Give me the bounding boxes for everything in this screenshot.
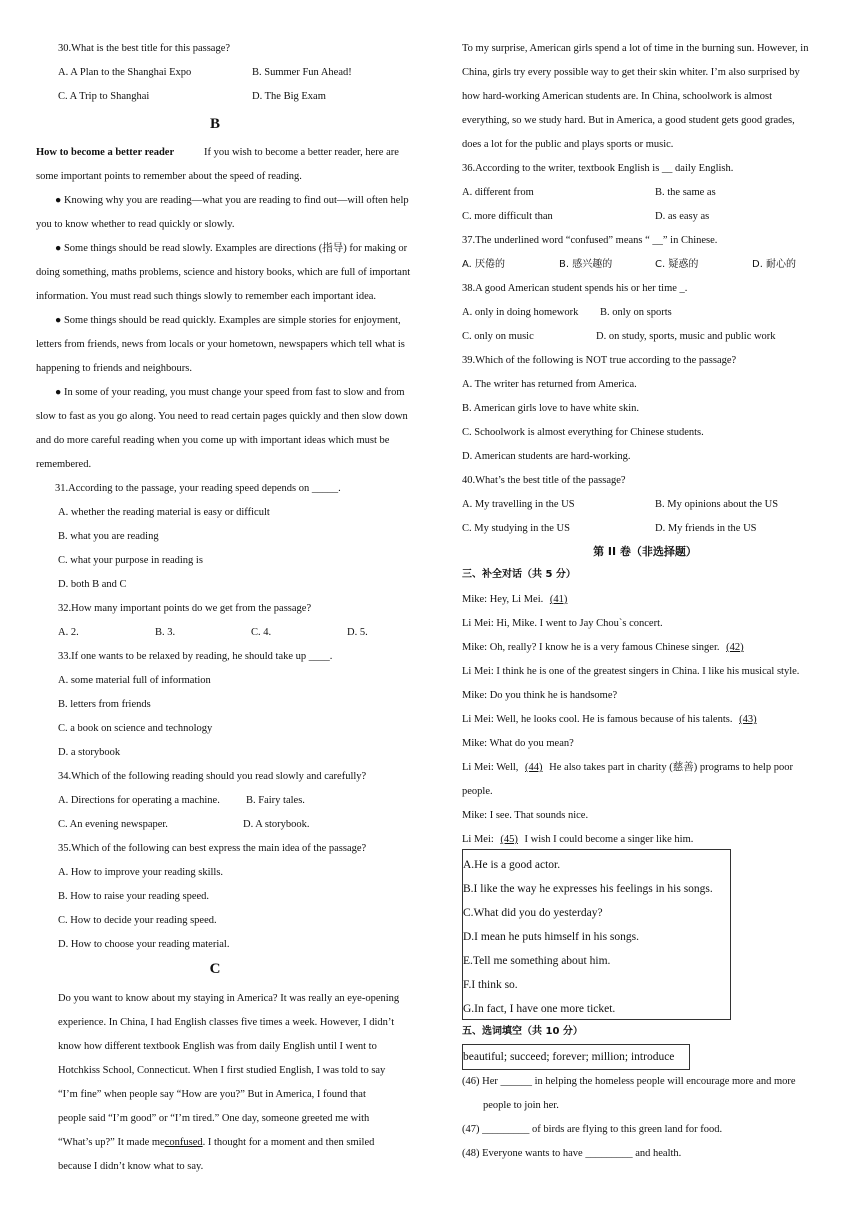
dialog-line: people. [462, 786, 493, 797]
dialog-text: Li Mei: Well, [462, 762, 522, 773]
dialog-line: Li Mei: Hi, Mike. I went to Jay Chou`s concert. [462, 618, 663, 629]
dialog-line [462, 713, 761, 727]
passage-line: Hotchkiss School, Connecticut. When I first studied English, I was told to say [58, 1065, 386, 1076]
option-a: A. whether the reading material is easy or difficult [58, 507, 270, 518]
passage-line: letters from friends, news from locals or your hometown, newspapers which tell what is [36, 339, 405, 350]
section-b-heading: B [209, 116, 220, 132]
fill-sentence: people to join her. [483, 1100, 559, 1111]
question-stem: 36.According to the writer, textbook English is __ daily English. [462, 163, 734, 174]
option-a: A. some material full of information [58, 675, 211, 686]
section-c-heading: C [209, 961, 221, 977]
option-b: B. Fairy tales. [246, 795, 305, 806]
question-stem: 30.What is the best title for this passage? [58, 43, 231, 54]
passage-line: some important points to remember about the speed of reading. [36, 171, 302, 182]
option-b: B. How to raise your reading speed. [58, 891, 210, 902]
passage-line: experience. In China, I had English classes five times a week. However, I didn’t [58, 1017, 395, 1028]
passage-line: ● Knowing why you are reading—what you are reading to find out—will often help [55, 195, 409, 206]
option-b: B. My opinions about the US [655, 499, 779, 510]
passage-line: “I’m fine” when people say “How are you?” But in America, I found that [58, 1089, 366, 1100]
option-c: C. Schoolwork is almost everything for Chinese students. [462, 427, 704, 438]
passage-line: know how different textbook English was from daily English until I went to [58, 1041, 377, 1052]
option-d: D. American students are hard-working. [462, 451, 631, 462]
option-text: B. 感兴趣的 [559, 259, 613, 270]
dialog-option: A.He is a good actor. [463, 859, 561, 871]
option-a: A. A Plan to the Shanghai Expo [58, 67, 192, 78]
dialog-line [462, 641, 748, 655]
option-c: C. My studying in the US [462, 523, 570, 534]
passage-title: How to become a better reader [36, 147, 175, 158]
option-c: C. 4. [251, 627, 272, 638]
section-heading: 五、选词填空（共 10 分） [462, 1026, 583, 1037]
passage-line: ● In some of your reading, you must change your speed from fast to slow and from [55, 387, 405, 398]
passage-line: ● Some things should be read slowly. Examples are directions (指导) for making or [55, 243, 408, 254]
passage-line: you to know whether to read quickly or slowly. [36, 219, 235, 230]
passage-line: people said “I’m good” or “I’m tired.” One day, someone greeted me with [58, 1113, 370, 1124]
word-bank-box [462, 1044, 690, 1070]
fill-sentence: (48) Everyone wants to have _________ and health. [462, 1148, 682, 1159]
word-bank: beautiful; succeed; forever; million; introduce [463, 1051, 675, 1063]
option-c: C. what your purpose in reading is [58, 555, 203, 566]
dialog-option: D.I mean he puts himself in his songs. [463, 931, 639, 943]
option-c: C. An evening newspaper. [58, 819, 168, 830]
dialog-line [462, 593, 571, 607]
option-d: D. 5. [347, 627, 368, 638]
dialog-line [462, 833, 693, 847]
option-a: A. My travelling in the US [462, 499, 575, 510]
passage-line: remembered. [36, 459, 92, 470]
passage-text: . I thought for a moment and then smiled [202, 1137, 375, 1148]
dialog-text: Mike: Hey, Li Mei. [462, 594, 546, 605]
option-d: D. How to choose your reading material. [58, 939, 230, 950]
option-d: D. The Big Exam [252, 91, 326, 102]
question-stem: 40.What’s the best title of the passage? [462, 475, 626, 486]
passage-line: and do more careful reading when you come up with important ideas which must be [36, 435, 390, 446]
passage-line: Do you want to know about my staying in America? It was really an eye-opening [58, 993, 400, 1004]
fill-sentence: (46) Her ______ in helping the homeless people will encourage more and more [462, 1076, 796, 1087]
passage-line: doing something, maths problems, science and history books, which are full of important [36, 267, 411, 278]
blank-number: (43) [739, 714, 757, 725]
underlined-word: confused [164, 1137, 203, 1148]
option-text: D. 耐心的 [752, 259, 797, 270]
option-d: D. as easy as [655, 211, 710, 222]
question-stem: 31.According to the passage, your reading speed depends on _____. [55, 483, 341, 494]
option-d: D. A storybook. [243, 819, 310, 830]
option-c [655, 258, 698, 272]
question-stem: 32.How many important points do we get from the passage? [58, 603, 312, 614]
option-d [752, 258, 796, 272]
passage-line: ● Some things should be read quickly. Examples are simple stories for enjoyment, [55, 315, 401, 326]
dialog-line: Mike: I see. That sounds nice. [462, 810, 589, 821]
fill-sentence: (47) _________ of birds are flying to this green land for food. [462, 1124, 723, 1135]
question-stem: 37.The underlined word “confused” means “ __” in Chinese. [462, 235, 718, 246]
section-heading: 三、补全对话（共 5 分） [462, 569, 576, 580]
passage-line: everything, so we study hard. But in America, a good student gets good grades, [462, 115, 795, 126]
option-b: B. Summer Fun Ahead! [252, 67, 352, 78]
passage-line: slow to fast as you go along. You need to read certain pages quickly and then slow down [36, 411, 408, 422]
option-text: C. 疑惑的 [655, 259, 699, 270]
dialog-text: I wish I could become a singer like him. [521, 834, 694, 845]
dialog-text: Li Mei: Well, he looks cool. He is famous because of his talents. [462, 714, 736, 725]
dialog-line [462, 761, 793, 775]
question-stem: 39.Which of the following is NOT true according to the passage? [462, 355, 737, 366]
blank-number: (44) [525, 762, 543, 773]
question-stem: 34.Which of the following reading should you read slowly and carefully? [58, 771, 367, 782]
option-b: B. only on sports [600, 307, 672, 318]
passage-line: does a lot for the public and plays sports or music. [462, 139, 674, 150]
option-b: B. American girls love to have white skin. [462, 403, 640, 414]
option-c: C. a book on science and technology [58, 723, 213, 734]
option-c: C. only on music [462, 331, 534, 342]
option-a: A. different from [462, 187, 534, 198]
option-c: C. How to decide your reading speed. [58, 915, 217, 926]
dialog-option: G.In fact, I have one more ticket. [463, 1003, 616, 1015]
option-a: A. How to improve your reading skills. [58, 867, 224, 878]
dialog-option: C.What did you do yesterday? [463, 907, 603, 919]
option-d: D. on study, sports, music and public work [596, 331, 776, 342]
option-b [559, 258, 612, 272]
option-c: C. A Trip to Shanghai [58, 91, 150, 102]
question-stem: 33.If one wants to be relaxed by reading, he should take up ____. [58, 651, 333, 662]
passage-line: happening to friends and neighbours. [36, 363, 193, 374]
passage-line: To my surprise, American girls spend a lot of time in the burning sun. However, in [462, 43, 809, 54]
dialog-text: He also takes part in charity (慈善) programs to help poor [546, 762, 793, 773]
dialog-option: F.I think so. [463, 979, 518, 991]
blank-number: (42) [726, 642, 744, 653]
dialog-text: Li Mei: [462, 834, 497, 845]
option-text: A. 厌倦的 [462, 259, 506, 270]
dialog-text: Mike: Oh, really? I know he is a very famous Chinese singer. [462, 642, 723, 653]
passage-line: because I didn’t know what to say. [58, 1161, 204, 1172]
question-stem: 38.A good American student spends his or her time _. [462, 283, 688, 294]
blank-number: (45) [500, 834, 518, 845]
option-b: B. the same as [655, 187, 716, 198]
option-b: B. 3. [155, 627, 176, 638]
blank-number: (41) [549, 594, 568, 605]
question-stem: 35.Which of the following can best express the main idea of the passage? [58, 843, 367, 854]
option-d: D. both B and C [58, 579, 127, 590]
part-2-title: 第 II 卷（非选择题） [593, 545, 697, 558]
passage-line [58, 1136, 374, 1150]
option-c: C. more difficult than [462, 211, 553, 222]
option-a: A. only in doing homework [462, 307, 579, 318]
dialog-line: Mike: Do you think he is handsome? [462, 690, 618, 701]
dialog-option: B.I like the way he expresses his feelings in his songs. [463, 883, 713, 895]
passage-line: China, girls try every possible way to get their skin whiter. I’m also surprised by [462, 67, 800, 78]
option-d: D. a storybook [58, 747, 121, 758]
option-b: B. what you are reading [58, 531, 159, 542]
option-a: A. The writer has returned from America. [462, 379, 637, 390]
passage-line: how hard-working American students are. In China, schoolwork is almost [462, 91, 772, 102]
option-d: D. My friends in the US [655, 523, 757, 534]
dialog-line: Mike: What do you mean? [462, 738, 574, 749]
dialog-line: Li Mei: I think he is one of the greatest singers in China. I like his musical style. [462, 666, 800, 677]
option-a: A. Directions for operating a machine. [58, 795, 220, 806]
dialog-option: E.Tell me something about him. [463, 955, 611, 967]
passage-line: information. You must read such things slowly to remember each important idea. [36, 291, 377, 302]
passage-text: “What’s up?” It made me [58, 1137, 165, 1148]
passage-line: If you wish to become a better reader, here are [204, 147, 399, 158]
option-a [462, 258, 505, 272]
option-a: A. 2. [58, 627, 79, 638]
option-b: B. letters from friends [58, 699, 151, 710]
options-box [462, 849, 731, 1020]
